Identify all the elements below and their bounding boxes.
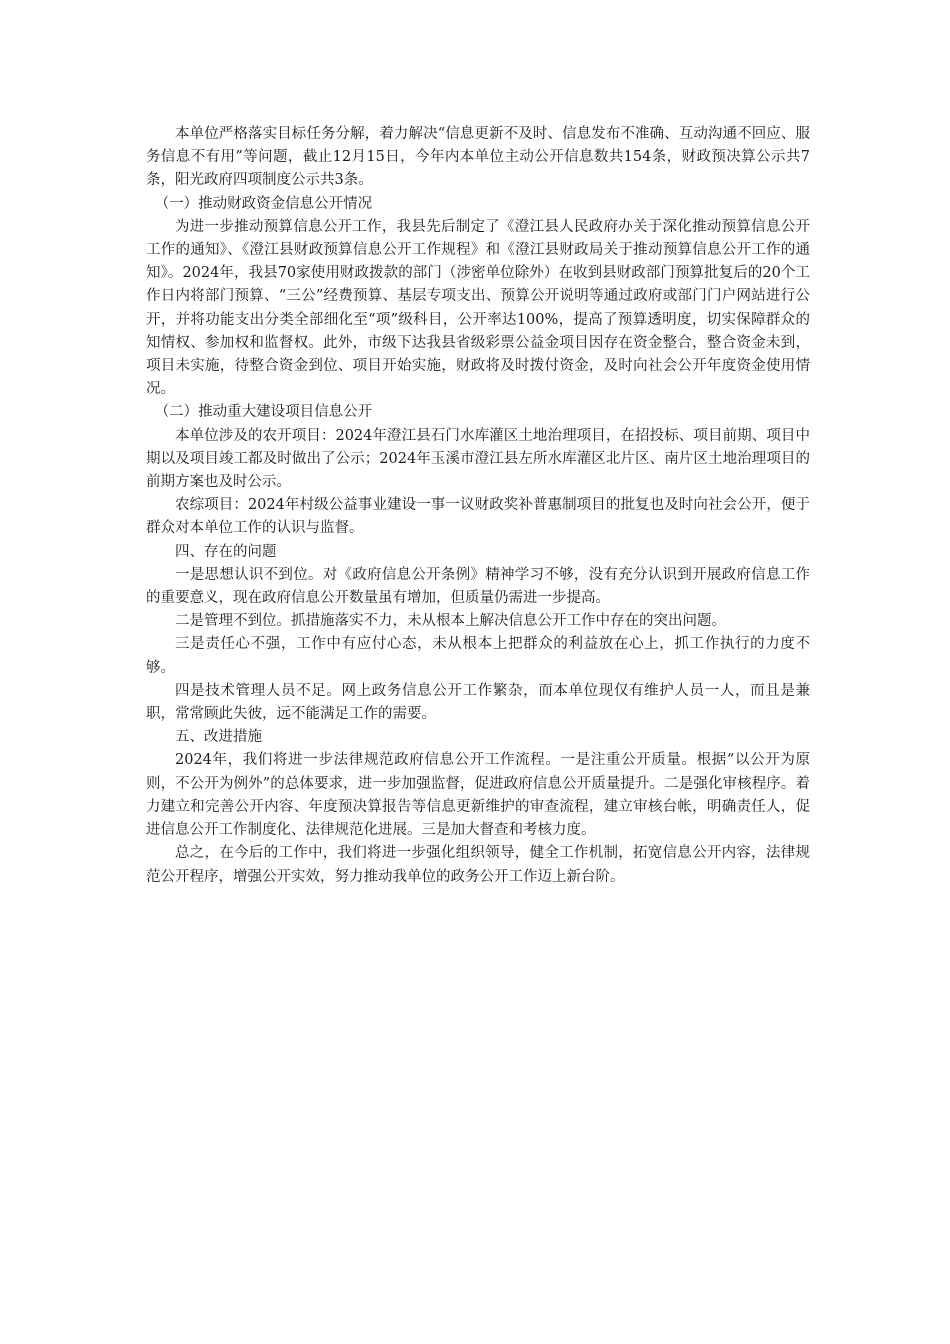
paragraph-problem-4: 四是技术管理人员不足。网上政务信息公开工作繁杂，而本单位现仅有维护人员一人，而且是兼职，常常顾此失彼，远不能满足工作的需要。 [146,682,810,723]
document-body [146,123,810,889]
paragraph-problem-2: 二是管理不到位。抓措施落实不力，未从根本上解决信息公开工作中存在的突出问题。 [175,613,726,630]
paragraph-agri-projects: 本单位涉及的农开项目：2024年澄江县石门水库灌区土地治理项目，在招投标、项目前期、项目中期以及项目竣工都及时做出了公示；2024年玉溪市澄江县左所水库灌区北片区、南片区土地治理项目的前期方案也及时公示。 [146,427,810,491]
paragraph-improvement-plan: 2024年，我们将进一步法律规范政府信息公开工作流程。一是注重公开质量。根据“以公开为原则，不公开为例外”的总体要求，进一步加强监督，促进政府信息公开质量提升。二是强化审核程序。着力建立和完善公开内容、年度预决算报告等信息更新维护的审查流程，建立审核台帐，明确责任人，促进信息公开工作制度化、法律规范化进展。三是加大督查和考核力度。 [146,752,810,839]
heading-improvements: 五、改进措施 [175,729,262,746]
paragraph-problem-3: 三是责任心不强，工作中有应付心态，未从根本上把群众的利益放在心上，抓工作执行的力度不够。 [146,636,810,676]
paragraph-budget-disclosure: 为进一步推动预算信息公开工作，我县先后制定了《澄江县人民政府办关于深化推动预算信息公开工作的通知》、《澄江县财政预算信息公开工作规程》和《澄江县财政局关于推动预算信息公开工作的通知》。2024年，我县70家使用财政拨款的部门（涉密单位除外）在收到县财政部门预算批复后的20个工作日内将部门预算、“三公”经费预算、基层专项支出、预算公开说明等通过政府或部门门户网站进行公开，并将功能支出分类全部细化至“项”级科目，公开率达100%，提高了预算透明度，切实保障群众的知情权、参加权和监督权。此外，市级下达我县省级彩票公益金项目因存在资金整合，整合资金未到，项目未实施，待整合资金到位、项目开始实施，财政将及时拨付资金，及时向社会公开年度资金使用情况。 [146,218,810,398]
heading-major-projects: （二）推动重大建设项目信息公开 [154,404,373,421]
paragraph-problem-1: 一是思想认识不到位。对《政府信息公开条例》精神学习不够，没有充分认识到开展政府信息工作的重要意义，现在政府信息公开数量虽有增加，但质量仍需进一步提高。 [146,566,810,607]
paragraph-comprehensive-projects: 农综项目：2024年村级公益事业建设一事一议财政奖补普惠制项目的批复也及时向社会公开，便于群众对本单位工作的认识与监督。 [146,497,810,537]
heading-problems: 四、存在的问题 [175,543,277,560]
paragraph-summary: 本单位严格落实目标任务分解，着力解决“信息更新不及时、信息发布不准确、互动沟通不回应、服务信息不有用”等问题，截止12月15日，今年内本单位主动公开信息数共154条，财政预决算公示共7条，阳光政府四项制度公示共3条。 [146,126,810,189]
heading-finance-disclosure: （一）推动财政资金信息公开情况 [154,195,373,212]
paragraph-conclusion: 总之，在今后的工作中，我们将进一步强化组织领导，健全工作机制，拓宽信息公开内容，法律规范公开程序，增强公开实效，努力推动我单位的政务公开工作迈上新台阶。 [146,845,810,885]
